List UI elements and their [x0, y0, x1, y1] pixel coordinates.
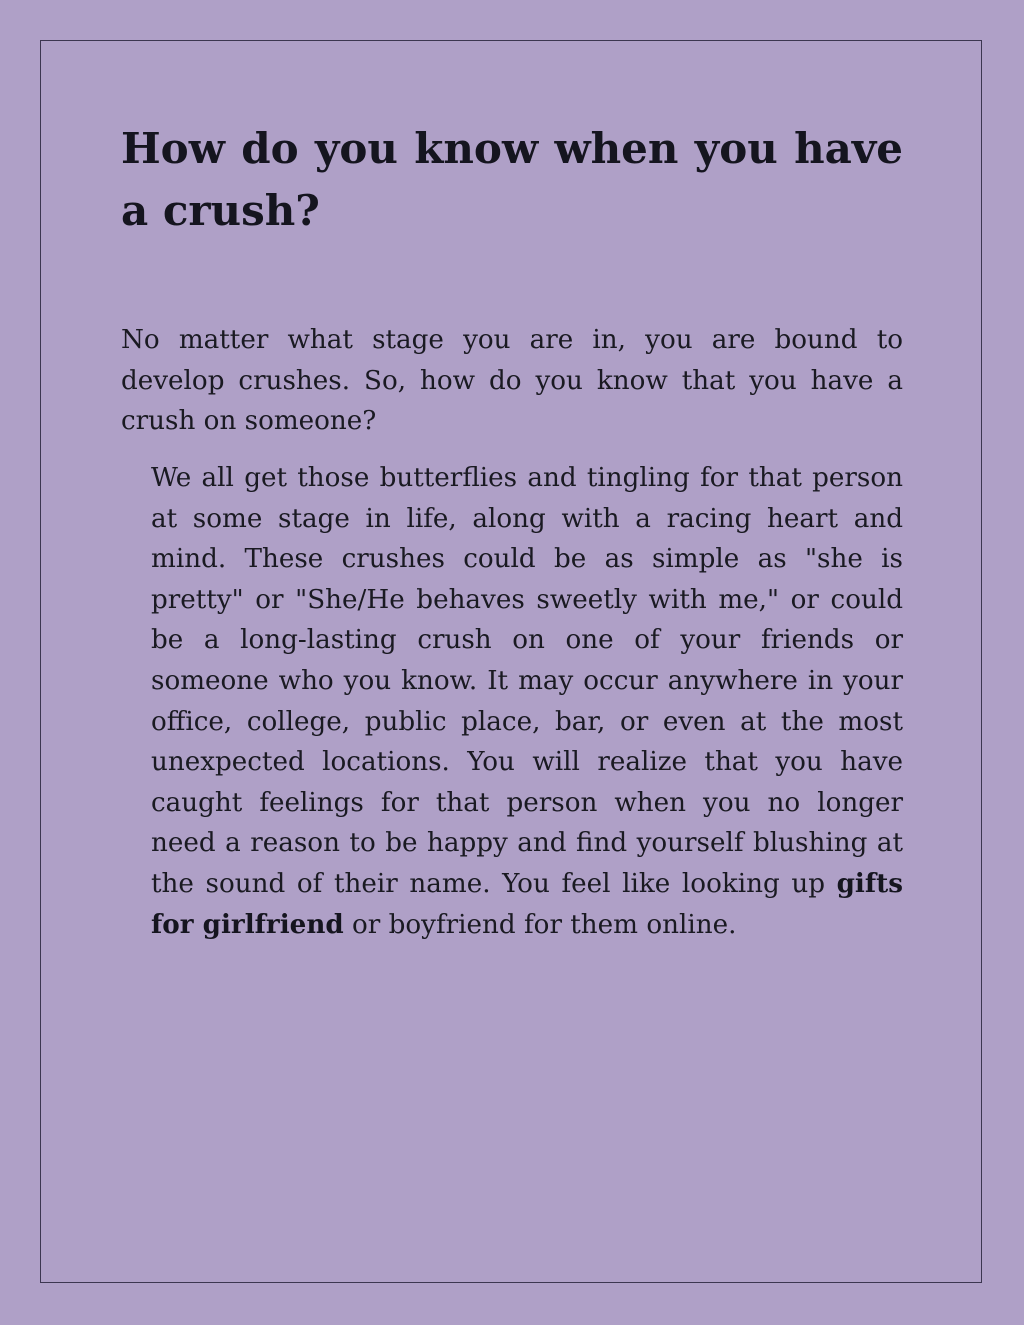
- gifts-for-girlfriend-link[interactable]: gifts for girlfriend: [151, 867, 903, 940]
- article-title: How do you know when you have a crush?: [121, 124, 903, 235]
- intro-paragraph: No matter what stage you are in, you are bound to develop crushes. So, how do you know that you have a crush on someone?: [121, 325, 903, 436]
- body-text-before-link: We all get those butterflies and tingling for that person at some stage in life, along with a racing heart and mind. These crushes could be as simple as "she is pretty" or "She/He behaves sweetly with me," or could be a long-lasting crush on one of your friends or someone who you know. It may occur anywhere in your office, college, public place, bar, or even at the most unexpected locations. You will realize that you have caught feelings for that person when you no longer need a reason to be happy and find yourself blushing at the sound of their name. You feel like looking up: [151, 463, 903, 899]
- body-text-after-link: or boyfriend for them online.: [343, 909, 737, 940]
- body-paragraph: [151, 458, 903, 945]
